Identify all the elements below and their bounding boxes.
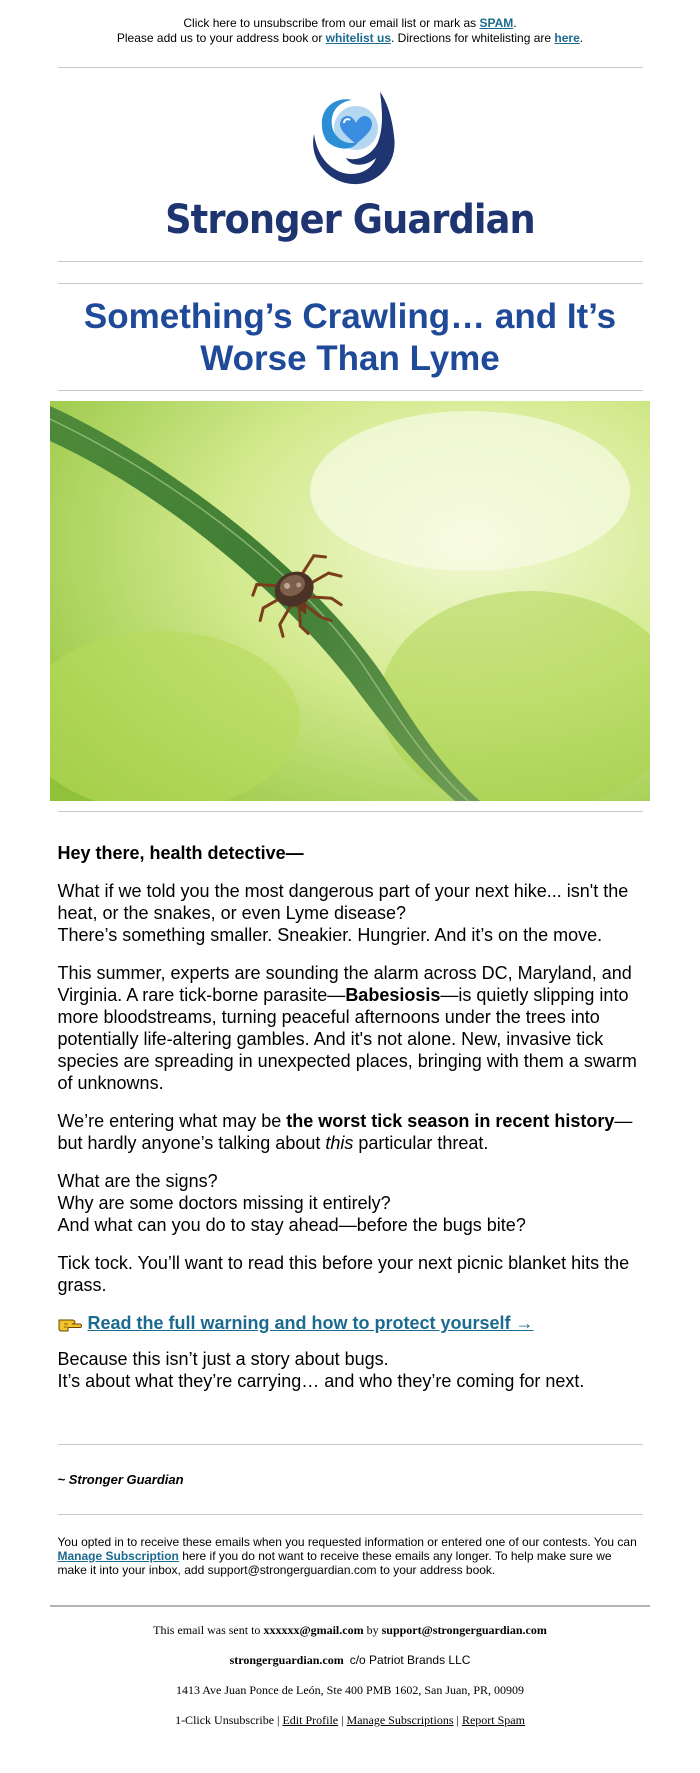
whitelist-text: Please add us to your address book or [116,31,326,45]
intro-line-2: There’s something smaller. Sneakier. Hungrier. And it’s on the move. [57,925,603,945]
brand-name: Stronger Guardian [165,197,535,243]
paragraph-tick-tock: Tick tock. You’ll want to read this before your next picnic blanket hits the grass. [57,1253,630,1295]
cta-link[interactable]: Read the full warning and how to protect yourself → [87,1313,534,1333]
babesiosis-bold: Babesiosis [345,985,441,1005]
closing-line-1: Because this isn’t just a story about bugs. [57,1349,389,1369]
question-2: Why are some doctors missing it entirely? [57,1193,391,1213]
whitelist-suffix: . [579,31,584,45]
cta-row [58,1312,643,1334]
preheader-links [0,0,700,46]
edit-profile-link[interactable]: Edit Profile [282,1713,339,1727]
babesiosis-text-a: This summer, experts are sounding the alarm across DC, Maryland, and Virginia. A rare tick-borne parasite— [57,963,632,1005]
legal-text-b: here if you do not want to receive these emails any longer. To help make sure we make it into your inbox, add support@strongerguardian.com to your address book. [57,1549,612,1577]
paragraph-questions [58,1170,643,1236]
pointing-hand-icon [58,1314,82,1332]
whitelist-link[interactable]: whitelist us [325,31,392,45]
sent-by: by [363,1623,382,1637]
email-body [58,842,643,1392]
unsubscribe-text: Click here to unsubscribe from our email list or mark as [183,16,480,30]
paragraph-season [58,1110,643,1154]
report-spam-link[interactable]: Report Spam [461,1713,525,1727]
intro-line-1: What if we told you the most dangerous part of your next hike... isn't the heat, or the snakes, or even Lyme disease? [57,881,629,923]
one-click-unsubscribe[interactable]: 1-Click Unsubscribe [175,1713,275,1727]
season-italic: this [325,1133,354,1153]
whitelist-directions-link[interactable]: here [554,31,580,45]
recipient-email: xxxxxx@gmail.com [263,1623,364,1637]
footer [0,1607,700,1728]
spam-link[interactable]: SPAM [479,16,514,30]
company-co: c/o Patriot Brands LLC [349,1653,471,1667]
tick-on-grass-blade-image[interactable] [50,401,650,801]
unsubscribe-suffix: . [513,16,517,30]
season-bold: the worst tick season in recent history [286,1111,615,1131]
separator: | [274,1713,283,1727]
season-text-a: We’re entering what may be [57,1111,287,1131]
sender-email: support@strongerguardian.com [381,1623,547,1637]
manage-subscriptions-link[interactable]: Manage Subscriptions [346,1713,454,1727]
separator: | [453,1713,462,1727]
legal-notice [58,1515,643,1605]
brand-logo[interactable] [0,68,700,261]
manage-subscription-link[interactable]: Manage Subscription [57,1549,179,1563]
unsubscribe-line [0,16,700,31]
paragraph-intro [58,880,643,946]
divider [58,390,643,391]
closing-line-2: It’s about what they’re carrying… and who they’re coming for next. [57,1371,585,1391]
divider [58,811,643,812]
footer-sent-line [0,1607,700,1638]
greeting: Hey there, health detective— [57,843,304,863]
whitelist-middle-text: . Directions for whitelisting are [391,31,555,45]
question-1: What are the signs? [57,1171,218,1191]
sent-prefix: This email was sent to [153,1623,264,1637]
babesiosis-text-b: —is quietly slipping into more bloodstreams, turning peaceful afternoons under the trees into potentially life-altering gambles. And it's not alone. New, invasive tick species are spreading in unexpected places, bringing with them a swarm of unknowns. [57,985,637,1093]
season-text-c: particular threat. [353,1133,489,1153]
footer-address: 1413 Ave Juan Ponce de León, Ste 400 PMB 1602, San Juan, PR, 00909 [175,1683,525,1697]
headline: Something’s Crawling… and It’s Worse Than Lyme [83,297,617,378]
heart-in-hands-icon [294,86,406,190]
season-text-b: —but hardly anyone’s talking about [57,1111,633,1153]
question-3: And what can you do to stay ahead—before the bugs bite? [57,1215,526,1235]
signature: ~ Stronger Guardian [57,1472,184,1487]
footer-company-line [0,1638,700,1668]
legal-text-a: You opted in to receive these emails when you requested information or entered one of our contests. You can [57,1535,637,1549]
footer-links [0,1698,700,1728]
separator: | [338,1713,347,1727]
paragraph-babesiosis [58,962,643,1094]
whitelist-line [0,31,700,46]
company-domain: strongerguardian.com [229,1653,344,1667]
paragraph-closing [58,1348,643,1392]
